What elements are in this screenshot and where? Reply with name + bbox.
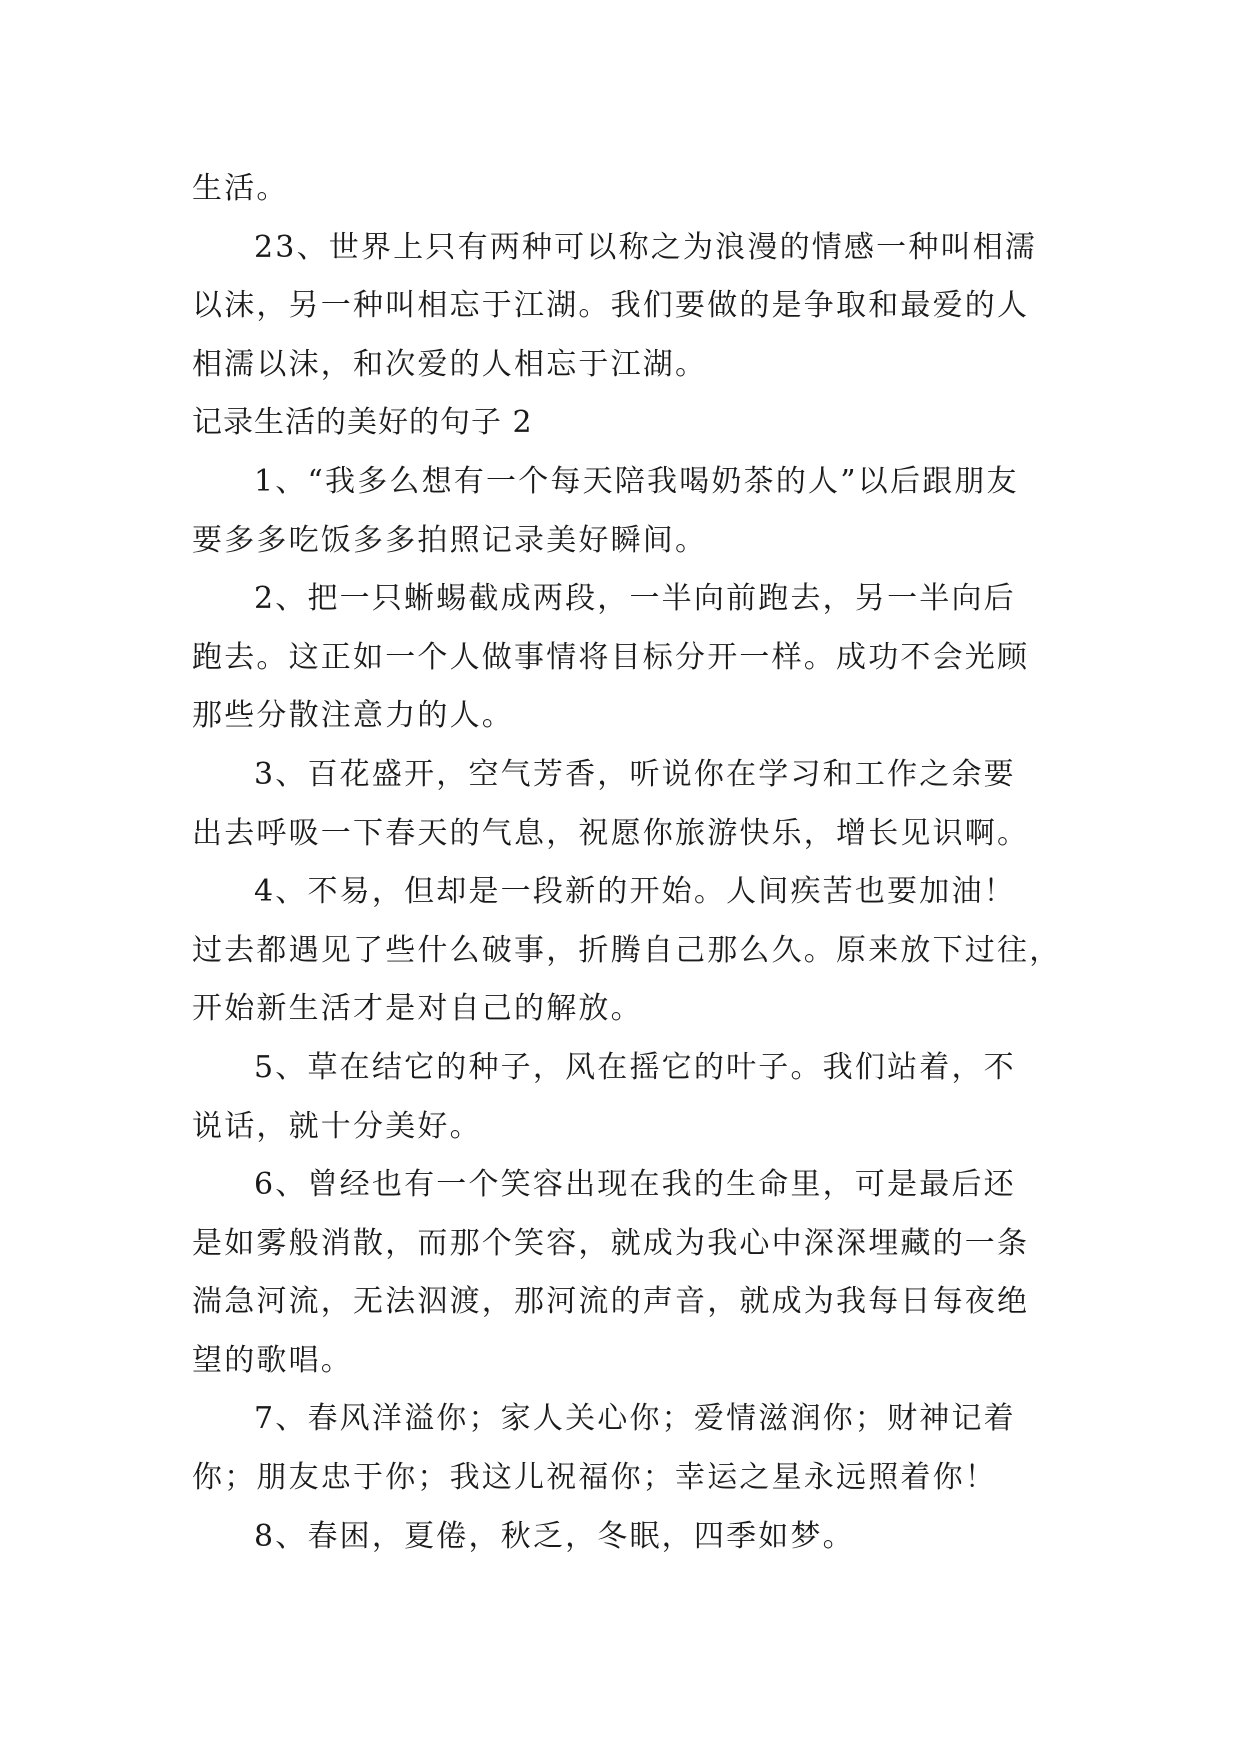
text-line: 4、不易，但却是一段新的开始。人间疾苦也要加油！ bbox=[254, 874, 1016, 910]
text-line: 过去都遇见了些什么破事，折腾自己那么久。原来放下过往， bbox=[192, 932, 1062, 968]
text-line: 要多多吃饭多多拍照记录美好瞬间。 bbox=[192, 522, 708, 558]
text-line: 跑去。这正如一个人做事情将目标分开一样。成功不会光顾 bbox=[192, 639, 1030, 675]
text-line: 以沫，另一种叫相忘于江湖。我们要做的是争取和最爱的人 bbox=[192, 288, 1030, 324]
text-line: 2、把一只蜥蜴截成两段，一半向前跑去，另一半向后 bbox=[254, 581, 1016, 617]
text-line: 6、曾经也有一个笑容出现在我的生命里，可是最后还 bbox=[254, 1167, 1016, 1203]
text-line: 湍急河流，无法泅渡，那河流的声音，就成为我每日每夜绝 bbox=[192, 1284, 1030, 1320]
text-line: 开始新生活才是对自己的解放。 bbox=[192, 991, 643, 1027]
text-line: 7、春风洋溢你；家人关心你；爱情滋润你；财神记着 bbox=[254, 1401, 1016, 1437]
text-line: 出去呼吸一下春天的气息，祝愿你旅游快乐，增长见识啊。 bbox=[192, 815, 1030, 851]
text-line: 那些分散注意力的人。 bbox=[192, 698, 514, 734]
text-line: 生活。 bbox=[192, 171, 289, 206]
text-line: 相濡以沫，和次爱的人相忘于江湖。 bbox=[192, 346, 708, 382]
document-body bbox=[192, 160, 1062, 1566]
text-line: 23、世界上只有两种可以称之为浪漫的情感一种叫相濡 bbox=[254, 229, 1038, 265]
text-line: 3、百花盛开，空气芳香，听说你在学习和工作之余要 bbox=[254, 756, 1016, 792]
section-heading: 记录生活的美好的句子 2 bbox=[192, 405, 533, 441]
text-line: 望的歌唱。 bbox=[192, 1342, 353, 1378]
text-line: 是如雾般消散，而那个笑容，就成为我心中深深埋藏的一条 bbox=[192, 1225, 1030, 1261]
text-line: 5、草在结它的种子，风在摇它的叶子。我们站着，不 bbox=[254, 1049, 1016, 1085]
text-line: 你；朋友忠于你；我这儿祝福你；幸运之星永远照着你！ bbox=[192, 1460, 997, 1496]
text-line: 8、春困，夏倦，秋乏，冬眠，四季如梦。 bbox=[254, 1518, 855, 1554]
text-line: 1、“我多么想有一个每天陪我喝奶茶的人”以后跟朋友 bbox=[254, 463, 1019, 499]
text-line: 说话，就十分美好。 bbox=[192, 1108, 482, 1144]
